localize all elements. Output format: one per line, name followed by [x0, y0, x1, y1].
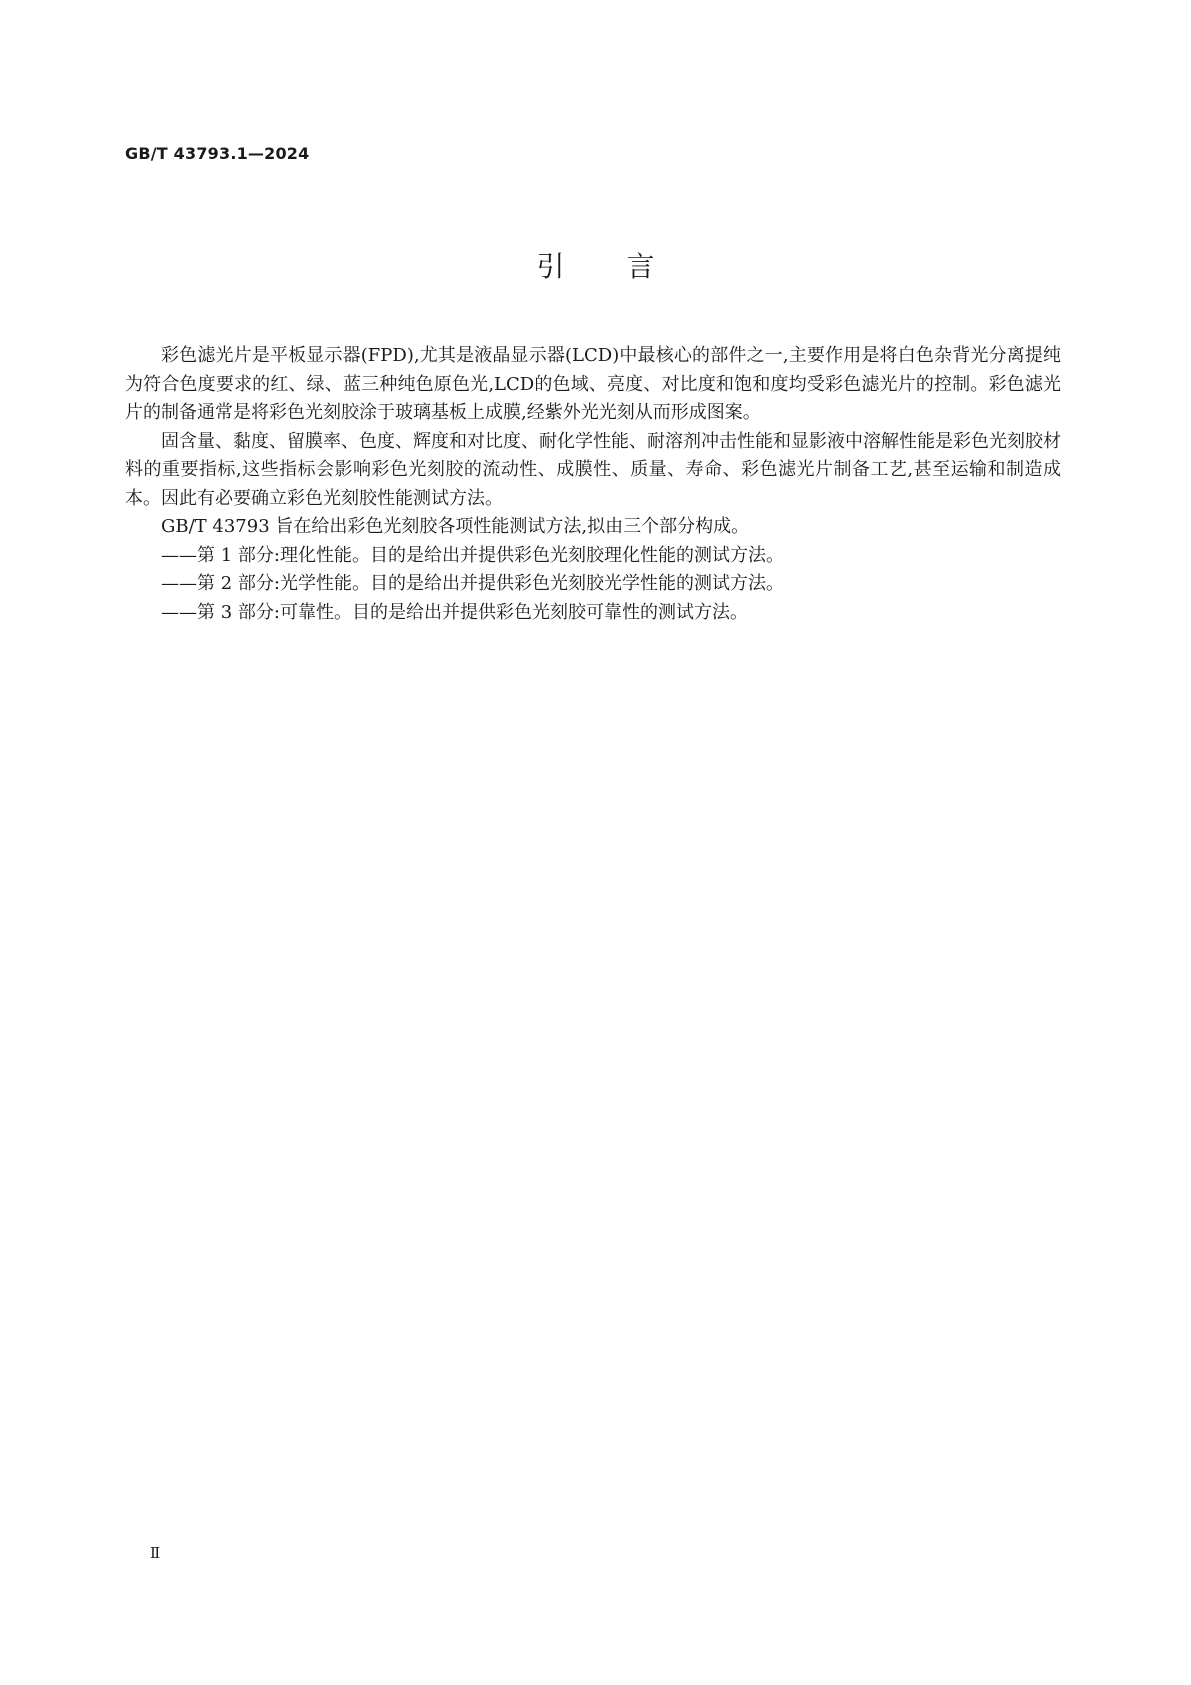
part-item-3: ——第 3 部分:可靠性。目的是给出并提供彩色光刻胶可靠性的测试方法。 — [161, 601, 748, 623]
section-title: 引言 — [536, 250, 717, 283]
paragraph-2: 固含量、黏度、留膜率、色度、辉度和对比度、耐化学性能、耐溶剂冲击性能和显影液中溶解性能是彩色光刻胶材料的重要指标,这些指标会影响彩色光刻胶的流动性、成膜性、质量、寿命、彩色滤光片制备工艺,甚至运输和制造成本。因此有必要确立彩色光刻胶性能测试方法。 — [125, 430, 1061, 509]
paragraph-1: 彩色滤光片是平板显示器(FPD),尤其是液晶显示器(LCD)中最核心的部件之一,主要作用是将白色杂背光分离提纯为符合色度要求的红、绿、蓝三种纯色原色光,LCD的色域、亮度、对比度和饱和度均受彩色滤光片的控制。彩色滤光片的制备通常是将彩色光刻胶涂于玻璃基板上成膜,经紫外光光刻从而形成图案。 — [125, 345, 1061, 423]
part-item-1: ——第 1 部分:理化性能。目的是给出并提供彩色光刻胶理化性能的测试方法。 — [161, 544, 784, 566]
introduction-body — [125, 342, 1061, 627]
part-item-2: ——第 2 部分:光学性能。目的是给出并提供彩色光刻胶光学性能的测试方法。 — [161, 573, 784, 594]
document-code: GB/T 43793.1—2024 — [125, 144, 310, 163]
paragraph-3: GB/T 43793 旨在给出彩色光刻胶各项性能测试方法,拟由三个部分构成。 — [161, 516, 750, 537]
page-number: Ⅱ — [150, 1544, 161, 1562]
